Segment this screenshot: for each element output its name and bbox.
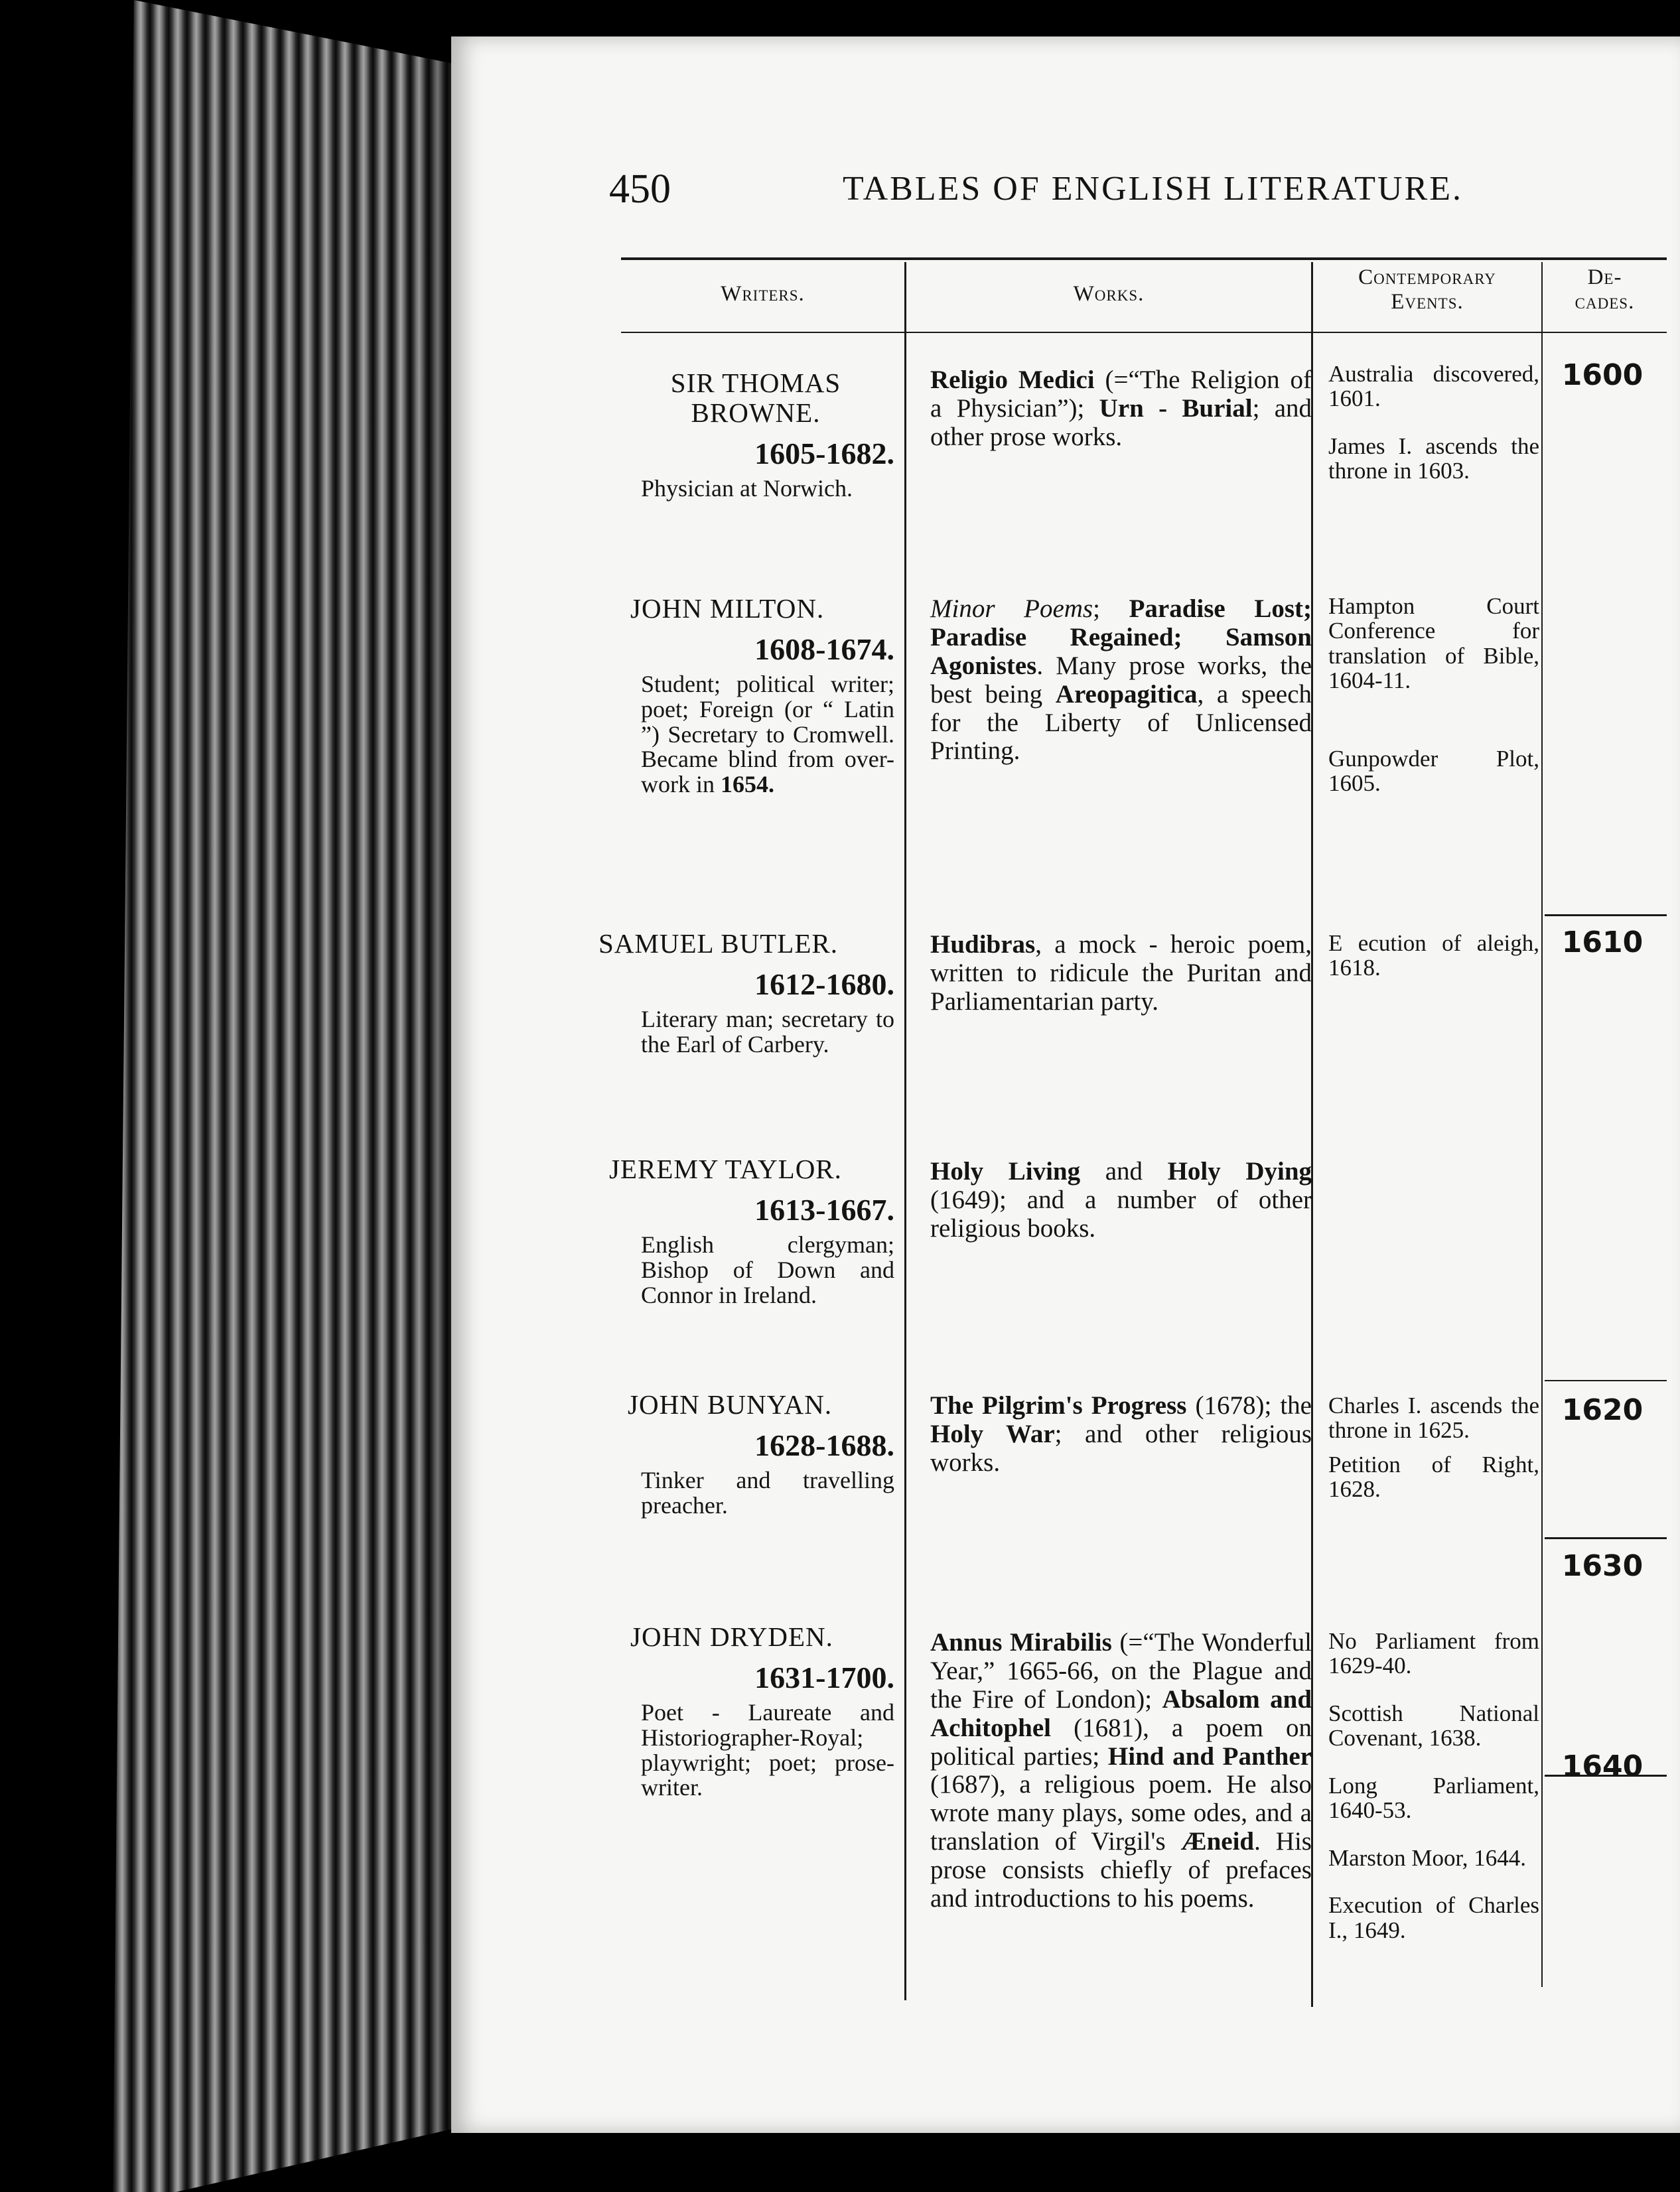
works-entry [930,1629,1312,1913]
work-text: (1678); the [1186,1391,1312,1420]
work-text: (=“The Wonderful Year,” 1665-66, on the Plague and the Fire of London); [930,1628,1312,1714]
work-text: (=“The Religion of a Physician”); [930,366,1312,423]
writer-name: JEREMY TAYLOR. [609,1154,842,1184]
work-title: Urn - Burial [1099,393,1253,423]
work-title: Holy War [930,1419,1055,1448]
event-item: Scottish National Covenant, 1638. [1328,1700,1539,1751]
events-group [1328,1393,1539,1525]
work-title: Æneid [1180,1827,1255,1856]
works-entry [930,366,1312,452]
event-item: Charles I. ascends the throne in 1625. [1328,1393,1539,1444]
writer-name: JOHN MILTON. [630,593,825,624]
work-title: Annus Mirabilis [930,1628,1112,1657]
decade-label: 1610 [1561,925,1644,959]
event-item: Australia discovered, 1601. [1328,361,1539,412]
work-text: ; and other prose works. [930,393,1312,451]
event-item: E ecution of aleigh, 1618. [1328,930,1539,981]
work-title: Absalom and Achitophel [930,1684,1312,1742]
writer-dates: 1613-1667. [754,1193,894,1227]
work-text: (1681), a poem on political parties; [930,1713,1312,1771]
writer-entry [609,1154,894,1308]
work-title: Paradise Lost; Paradise Regained; Samson Agonistes [930,594,1312,680]
table-top-rule [621,257,1667,260]
decade-rule-1630 [1545,1537,1667,1539]
work-text: and [1080,1157,1168,1186]
work-text: ; and other religious works. [930,1419,1312,1477]
work-title-italic: Minor Poems [930,594,1093,623]
writer-name: SIR THOMAS [670,368,841,398]
decade-label: 1600 [1561,358,1644,392]
events-group [1328,1629,1539,1965]
writer-dates: 1608-1674. [754,632,894,667]
writer-entry [617,1390,894,1519]
writer-name: JOHN BUNYAN. [628,1389,833,1420]
writer-dates: 1605-1682. [754,437,894,471]
writer-name: SAMUEL BUTLER. [598,928,838,959]
running-title: TABLES OF ENGLISH LITERATURE. [843,170,1464,208]
work-title: Hind and Panther [1107,1742,1312,1771]
work-title: Hudibras [930,930,1036,959]
work-text: (1687), a religious poem. He also wrote many plays, some odes, and a translation of Virgil's [930,1770,1312,1856]
writer-description: English clergyman; Bishop of Down and Connor in Ireland. [641,1231,894,1308]
writer-description: Physician at Norwich. [641,475,853,502]
writer-name: JOHN DRYDEN. [630,1621,833,1652]
writer-description-year: 1654. [721,771,774,798]
works-entry [930,1392,1312,1477]
events-group [1328,931,1539,1003]
events-group [1328,594,1539,819]
work-text: (1649); and a number of other religious books. [930,1185,1312,1243]
writer-entry [617,368,894,502]
decade-rule-1620 [1545,1380,1667,1381]
event-item: Hampton Court Conference for translation of Bible, 1604-11. [1328,593,1539,694]
event-item: No Parliament from 1629-40. [1328,1628,1539,1679]
writer-description: Tinker and travelling preacher. [641,1467,894,1519]
event-item: Petition of Right, 1628. [1328,1451,1539,1503]
events-group [1328,362,1539,506]
work-title: Holy Living [930,1157,1081,1186]
col-head-works: Works. [1073,282,1145,306]
work-text: , a speech for the Liberty of Unlicensed Printing. [930,679,1312,766]
work-title: Religio Medici [930,366,1095,394]
writer-dates: 1612-1680. [754,967,894,1002]
event-item: James I. ascends the throne in 1603. [1328,433,1539,484]
writer-description-text: Student; political writer; poet; Foreign (or “ Latin ”) Secretary to Cromwell. Became blind from over-work in [641,671,894,798]
decade-label: 1640 [1561,1749,1644,1783]
header-bottom-rule [621,332,1667,333]
col-head-decades-line-2: cades. [1575,289,1635,314]
work-title: Areopagitica [1055,679,1198,709]
decade-label: 1620 [1561,1393,1644,1427]
work-title: Holy Dying [1167,1157,1312,1186]
event-item: Marston Moor, 1644. [1328,1844,1527,1871]
decade-rule-1610 [1545,914,1667,916]
works-entry [930,595,1312,766]
work-text: , a mock - heroic poem, written to ridicule the Puritan and Parliamentarian party. [930,930,1312,1016]
work-text: . Many prose works, the best being [930,651,1312,709]
writer-dates: 1631-1700. [754,1661,894,1695]
event-item: Execution of Charles I., 1649. [1328,1892,1539,1943]
writer-entry [598,928,894,1058]
event-item: Gunpowder Plot, 1605. [1328,745,1539,797]
work-title: The Pilgrim's Progress [930,1391,1187,1420]
decade-label: 1630 [1561,1549,1644,1583]
book-page [451,36,1680,2133]
writer-entry [617,1622,894,1801]
col-head-decades-line-1: De- [1587,265,1622,289]
writer-description: Literary man; secretary to the Earl of Carbery. [641,1006,894,1058]
works-entry [930,1158,1312,1243]
writer-entry [617,594,894,797]
column-rule-1 [904,262,906,2000]
page-number: 450 [609,167,671,212]
writer-dates: 1628-1688. [754,1428,894,1463]
works-entry [930,931,1312,1016]
writer-description: Poet - Laureate and Historiographer-Royal; playwright; poet; prose-writer. [641,1699,894,1801]
work-text: . His prose consists chiefly of prefaces and introductions to his poems. [930,1827,1312,1913]
col-head-events-line-2: Events. [1391,289,1464,314]
col-head-events-line-1: Contemporary [1358,265,1496,289]
event-item: Long Parliament, 1640-53. [1328,1772,1539,1824]
col-head-writers: Writers. [721,282,805,306]
writer-name: BROWNE. [691,397,821,429]
writer-description [617,672,894,797]
col-head-decades [1543,265,1667,314]
column-rule-3 [1541,262,1543,1987]
col-head-events [1313,265,1541,314]
work-text: ; [1093,594,1129,623]
